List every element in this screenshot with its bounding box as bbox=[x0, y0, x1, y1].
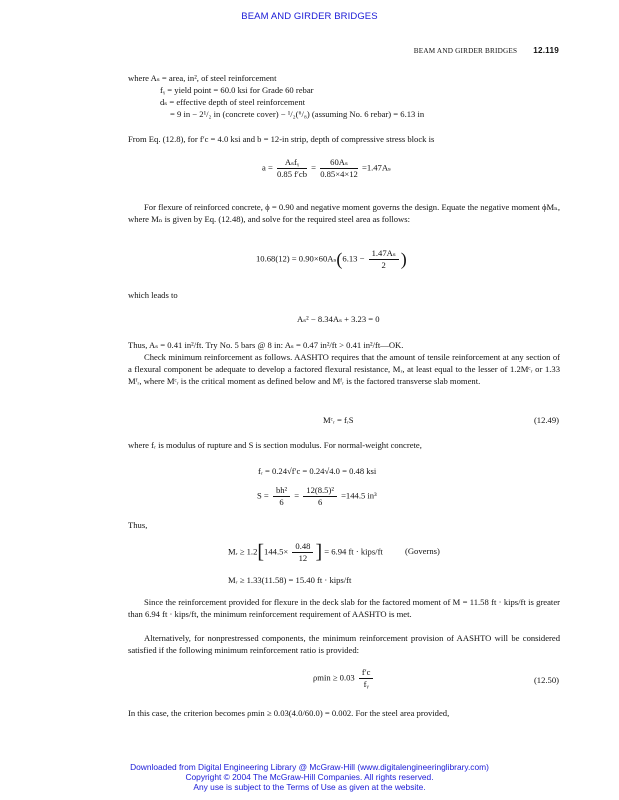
eq-s-fraction-1 bbox=[273, 485, 290, 508]
where-line-4: = 9 in − 2¹/₂ in (concrete cover) − ¹/₂(⁶/₈) (assuming No. 6 rebar) = 6.13 in bbox=[170, 109, 425, 119]
equation-stress-block bbox=[262, 157, 391, 180]
equation-mr-1: Mᵣ ≥ 1.2[144.5× $\frac{0.48}{12}$ ] = 6.94 ft · kips/ft (Governs) bbox=[228, 541, 440, 563]
eq-mr1-inner: 144.5× bbox=[264, 546, 289, 557]
eq-rho-f-num: f′c bbox=[359, 667, 374, 679]
paragraph-modulus: where fᵣ is modulus of rupture and S is section modulus. For normal-weight concrete, bbox=[128, 440, 422, 450]
eq-moment-f-num: 1.47Aₛ bbox=[369, 248, 399, 260]
equation-rho-min bbox=[313, 667, 375, 690]
eq-moment-f-den: 2 bbox=[381, 260, 386, 270]
where-line-3: dₛ = effective depth of steel reinforcement bbox=[160, 97, 306, 107]
eq-a-rhs: =1.47Aₛ bbox=[361, 162, 391, 173]
page-number: 12.119 bbox=[533, 46, 559, 55]
where-line-2: fᵧ = yield point = 60.0 ksi for Grade 60 rebar bbox=[160, 85, 314, 95]
governs-note: (Governs) bbox=[404, 546, 440, 557]
eq-s-equals: = bbox=[294, 490, 300, 501]
eq-moment-fraction bbox=[369, 248, 399, 271]
footer-copyright: Copyright © 2004 The McGraw-Hill Companies. All rights reserved. bbox=[185, 772, 434, 782]
equation-number-12-49: (12.49) bbox=[533, 415, 559, 425]
equation-modulus-rupture: fᵣ = 0.24√f′c = 0.24√4.0 = 0.48 ksi bbox=[258, 466, 377, 476]
eq-rho-lhs: ρmin ≥ 0.03 bbox=[313, 672, 355, 683]
eq-a-f1-num: Aₛfᵧ bbox=[277, 157, 307, 169]
paragraph-thus: Thus, Aₛ = 0.41 in²/ft. Try No. 5 bars @ 8 in: Aₛ = 0.47 in²/ft > 0.41 in²/ft—OK. bbox=[128, 340, 404, 350]
eq-s-f2-num: 12(8.5)² bbox=[303, 485, 337, 497]
eq-a-fraction-1 bbox=[277, 157, 307, 180]
paragraph-check-minimum: Check minimum reinforcement as follows. AASHTO requires that the amount of tensile reinforcement at any section of a flexural component be adequate to develop a factored flexural resistance, Mᵣ, at least equal to the lesser of 1.2Mᶜᵣ or 1.33 Mᶠᵣ, where Mᶜᵣ is the critical moment as defined below and Mᶠᵣ is the factored transverse slab moment. bbox=[128, 352, 560, 386]
eq-rho-fraction bbox=[359, 667, 374, 690]
eq-moment-lhs: 10.68(12) = 0.90×60Aₛ bbox=[256, 253, 337, 264]
eq-s-f1-den: 6 bbox=[279, 497, 284, 507]
running-head-title: BEAM AND GIRDER BRIDGES bbox=[413, 47, 518, 55]
eq-moment-inner: 6.13 − bbox=[342, 253, 365, 264]
equation-mr-2: Mᵣ ≥ 1.33(11.58) = 15.40 ft · kips/ft bbox=[228, 575, 352, 585]
eq-s-lhs: S = bbox=[257, 490, 269, 501]
paragraph-since: Since the reinforcement provided for flexure in the deck slab for the factored moment of M = 11.58 ft · kips/ft is greater than 6.94 ft · kips/ft, the minimum reinforcement requirement of AASHTO is met. bbox=[128, 597, 560, 619]
eq-s-f1-num: bh² bbox=[273, 485, 290, 497]
eq-s-fraction-2 bbox=[303, 485, 337, 508]
eq-a-f2-den: 0.85×4×12 bbox=[320, 169, 358, 179]
eq-s-rhs: =144.5 in³ bbox=[341, 490, 377, 501]
paragraph-eq-12-8: From Eq. (12.8), for f′c = 4.0 ksi and b = 12-in strip, depth of compressive stress block is bbox=[128, 134, 435, 144]
leads-to-text: which leads to bbox=[128, 290, 178, 300]
eq-a-fraction-2 bbox=[320, 157, 358, 180]
eq-mr1-rhs: = 6.94 ft · kips/ft bbox=[324, 546, 383, 557]
paragraph-flexure: For flexure of reinforced concrete, ϕ = 0.90 and negative moment governs the design. Equate the negative moment ϕMₙ, where Mₙ is given by Eq. (12.48), and solve for the required steel area as follows: bbox=[128, 202, 560, 224]
page-banner: BEAM AND GIRDER BRIDGES bbox=[241, 11, 378, 22]
eq-a-equals: = bbox=[311, 162, 317, 173]
equation-quadratic: Aₛ² − 8.34Aₛ + 3.23 = 0 bbox=[297, 314, 380, 324]
footer-terms: Any use is subject to the Terms of Use as given at the website. bbox=[193, 782, 426, 792]
eq-mr1-f-num: 0.48 bbox=[292, 541, 313, 553]
running-head bbox=[414, 46, 559, 55]
where-line-1: where Aₛ = area, in², of steel reinforcement bbox=[128, 73, 277, 83]
thus-label: Thus, bbox=[128, 520, 148, 530]
eq-a-f2-num: 60Aₛ bbox=[320, 157, 358, 169]
equation-number-12-50: (12.50) bbox=[533, 675, 559, 685]
eq-s-f2-den: 6 bbox=[317, 497, 323, 507]
equation-moment: 10.68(12) = 0.90×60Aₛ(6.13 − $\frac{\text{1.47Aₛ}}{2}$ ) bbox=[256, 248, 407, 270]
paragraph-criterion: In this case, the criterion becomes ρmin ≥ 0.03(4.0/60.0) = 0.002. For the steel area provided, bbox=[128, 708, 450, 718]
footer bbox=[0, 762, 619, 792]
eq-mr1-f-den: 12 bbox=[298, 553, 308, 563]
eq-mr1-fraction bbox=[292, 541, 313, 564]
equation-section-modulus bbox=[257, 485, 377, 508]
equation-mcr: Mᶜᵣ = fᵣS bbox=[323, 415, 354, 425]
eq-a-f1-den: 0.85 f′cb bbox=[276, 169, 308, 179]
eq-mr1-lhs: Mᵣ ≥ 1.2 bbox=[228, 546, 258, 557]
footer-download-link[interactable]: Downloaded from Digital Engineering Library @ McGraw-Hill (www.digitalengineeringlibrary.com) bbox=[130, 762, 489, 772]
eq-rho-f-den: fᵧ bbox=[363, 679, 369, 689]
paragraph-alternatively: Alternatively, for nonprestressed components, the minimum reinforcement provision of AASHTO will be considered satisfied if the following minimum reinforcement ratio is provided: bbox=[128, 633, 560, 655]
eq-a-lhs: a = bbox=[262, 162, 273, 173]
